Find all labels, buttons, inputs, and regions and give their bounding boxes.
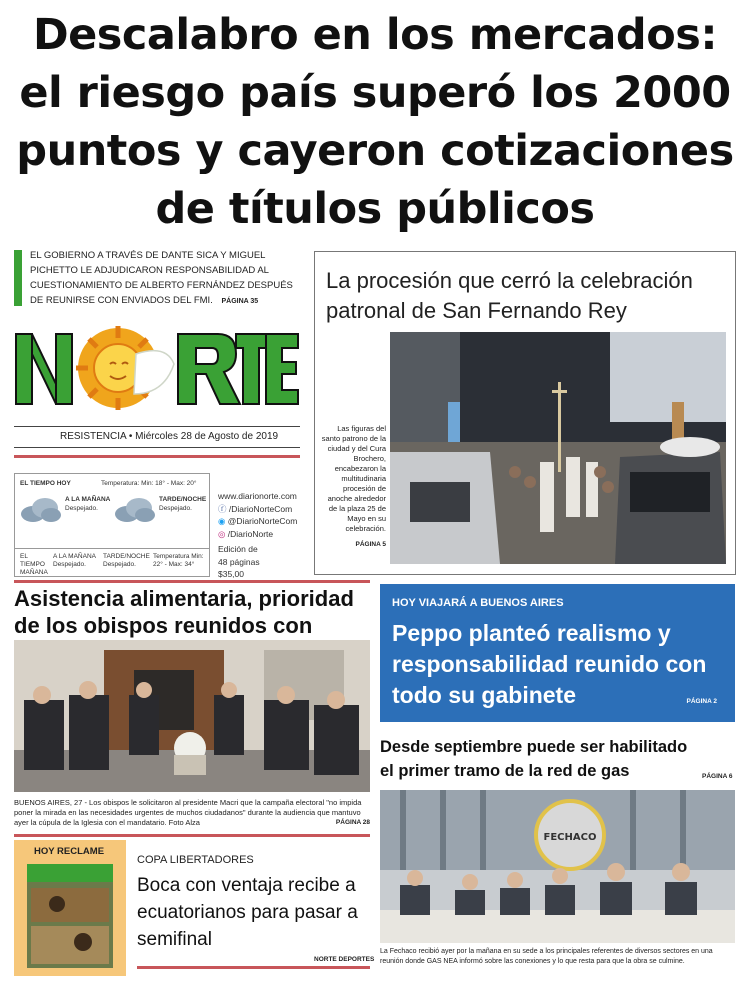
twitter-icon: ◉ [218,516,226,526]
red-divider [14,455,300,458]
headline-line: el riesgo país superó los 2000 [19,68,731,118]
cloud-icon [19,496,63,524]
weather-title: EL TIEMPO HOY [20,480,71,487]
asistencia-photo [14,640,370,792]
logo-rte [178,334,298,404]
peppo-page: PÁGINA 2 [686,698,717,705]
twitter-handle[interactable]: @DiarioNorteCom [227,516,298,526]
weather-tomorrow-temps: Temperatura Min: 22° - Max: 34° [153,553,204,568]
asistencia-caption-text: BUENOS AIRES, 27 - Los obispos le solicitaron al presidente Macri que la campaña electoral "no impida poner la mirada en las necesidades urgentes de muchos ciudadanos" durante la audiencia que mantuvo ayer la cúpula de la Iglesia con el mandatario. Foto Alza [14,798,362,827]
procession-photo [390,332,726,564]
headline-line: Descalabro en los mercados: [32,10,718,60]
weather-tomorrow-morning: A LA MAÑANA Despejado. [53,553,96,568]
weather-temps: Temperatura: Min: 18° - Max: 20° [101,480,197,487]
reclame-label: HOY RECLAME [34,846,105,857]
gas-page: PÁGINA 6 [702,773,733,780]
weather-evening-state: Despejado. [159,505,192,512]
procession-title: La procesión que cerró la celebración patronal de San Fernando Rey [326,268,693,323]
peppo-box [380,584,735,722]
red-divider [14,834,370,837]
weather-morning-label: A LA MAÑANA [65,496,111,503]
edition-label: Edición de [218,544,258,554]
norte-logo [14,324,300,412]
peppo-title: Peppo planteó realismo y responsabilidad reunido con todo su gabinete [392,620,707,708]
divider [14,447,300,448]
procession-page: PÁGINA 5 [355,541,386,548]
red-divider [137,966,370,969]
boca-page: NORTE DEPORTES [314,956,375,963]
weather-evening-label: TARDE/NOCHE [159,496,207,503]
logo-n [16,334,72,404]
dateline: RESISTENCIA • Miércoles 28 de Agosto de 2019 [60,431,279,442]
asistencia-title: Asistencia alimentaria, prioridad de los obispos reunidos con [14,586,354,638]
weather-morning-state: Despejado. [65,505,98,512]
weather-tomorrow-evening: TARDE/NOCHE Despejado. [103,553,150,568]
red-divider [14,580,370,583]
asistencia-page: PÁGINA 28 [335,819,370,826]
fmi-kicker-page: PÁGINA 35 [221,298,259,305]
website-link[interactable]: www.diarionorte.com [218,491,297,501]
gas-caption: La Fechaco recibió ayer por la mañana en su sede a los principales referentes de diversos sectores en una reunión donde GAS NEA informó sobre las conexiones y lo que resta para que la obra se culmine. [380,948,713,965]
weather-box [14,473,210,577]
boca-kicker: COPA LIBERTADORES [137,854,254,866]
procession-caption [318,424,386,550]
procession-caption-text: Las figuras del santo patrono de la ciudad y del Cura Brochero, encabezaron la multitudinaria procesión de anoche alrededor de la plaza 25 de Mayo en su celebración. [321,424,386,533]
peppo-kicker: HOY VIAJARÁ A BUENOS AIRES [392,597,564,609]
instagram-icon: ◎ [218,528,226,539]
edition-pages: 48 páginas [218,556,260,567]
contact-info [218,490,297,581]
gas-title: Desde septiembre puede ser habilitado el primer tramo de la red de gas [380,738,688,780]
boca-title: Boca con ventaja recibe a ecuatorianos para pasar a semifinal [137,875,358,950]
edition-price: $35,00 [218,569,244,579]
fechaco-logo-text: FECHACO [543,832,597,843]
reclame-box [14,840,126,976]
main-headline [0,6,750,238]
headline-line: de títulos públicos [155,184,595,234]
reclame-magazine-cover [27,864,113,968]
fmi-kicker [30,248,300,309]
facebook-icon: ⓕ [218,503,227,514]
fmi-kicker-text: EL GOBIERNO A TRAVÉS DE DANTE SICA Y MIGUEL PICHETTO LE ADJUDICARON RESPONSABILIDAD AL CUESTIONAMIENTO DE ALBERTO FERNÁNDEZ DESPUÉS DE REUNIRSE CON ENVIADOS DEL FMI. [30,250,293,306]
kicker-accent-bar [14,250,22,306]
asistencia-caption [14,798,370,828]
gas-photo [380,790,735,943]
cloud-icon [113,496,157,524]
divider [15,548,209,549]
instagram-handle[interactable]: /DiarioNorte [227,528,274,539]
divider [14,426,300,427]
sun-icon [76,326,174,410]
weather-tomorrow-label: EL TIEMPO MAÑANA [20,553,48,576]
headline-line: puntos y cayeron cotizaciones [16,126,734,176]
facebook-handle[interactable]: /DiarioNorteCom [228,503,293,514]
